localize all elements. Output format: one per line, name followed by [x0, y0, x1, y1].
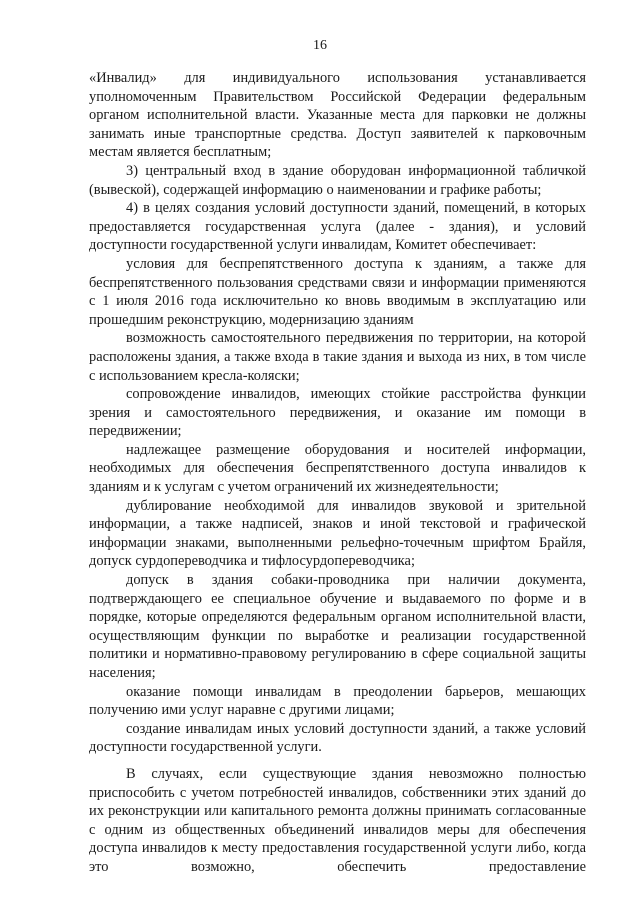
paragraph-guide-dog: допуск в здания собаки-проводника при наличии документа, подтверждающего ее специальное обучение и выдаваемого по форме и в порядке, которые определяются федеральным органом исполнительной власти, осуществляющим функции по выработке и реализации государственной политики и нормативно-правовому регулированию в сфере социальной защиты населения;	[89, 572, 586, 681]
paragraph-existing-buildings: В случаях, если существующие здания невозможно полностью приспособить с учетом потребностей инвалидов, собственники этих зданий до их реконструкции или капитального ремонта должны принимать согласованные с одним из общественных объединений инвалидов меры для обеспечения доступа инвалидов к месту предоставления государственной услуги либо, когда это возможно, обеспечить предоставление	[89, 765, 586, 875]
paragraph-barrier-help: оказание помощи инвалидам в преодолении барьеров, мешающих получению ими услуг наравне с другими лицами;	[89, 683, 586, 719]
paragraph-parking-continuation: «Инвалид» для индивидуального использования устанавливается уполномоченным Правительством Российской Федерации федеральным органом исполнительной власти. Указанные места для парковки не должны занимать иные транспортные средства. Доступ заявителей к парковочным местам является бесплатным;	[89, 70, 586, 161]
paragraph-escort: сопровождение инвалидов, имеющих стойкие расстройства функции зрения и самостоятельного передвижения, и оказание им помощи в передвижении;	[89, 386, 586, 440]
paragraph-independent-movement: возможность самостоятельного передвижения по территории, на которой расположены здания, а также входа в такие здания и выхода из них, в том числе с использованием кресла-коляски;	[89, 330, 586, 384]
page-number: 16	[313, 38, 327, 53]
paragraph-item-4-accessibility: 4) в целях создания условий доступности зданий, помещений, в которых предоставляется государственная услуга (далее - здания), и условий доступности государственной услуги инвалидам, Комитет обеспечивает:	[89, 200, 586, 254]
paragraph-other-conditions: создание инвалидам иных условий доступности зданий, а также условий доступности государственной услуги.	[89, 720, 586, 756]
paragraph-braille-duplication: дублирование необходимой для инвалидов звуковой и зрительной информации, а также надписей, знаков и иной текстовой и графической информации знаками, выполненными рельефно-точечным шрифтом Брайля, допуск сурдопереводчика и тифлосурдопереводчика;	[89, 497, 586, 570]
document-text	[89, 69, 586, 877]
paragraph-equipment-placement: надлежащее размещение оборудования и носителей информации, необходимых для обеспечения беспрепятственного доступа инвалидов к зданиям и к услугам с учетом ограничений их жизнедеятельности;	[89, 441, 586, 496]
paragraph-unobstructed-access: условия для беспрепятственного доступа к зданиям, а также для беспрепятственного пользования средствами связи и информации применяются с 1 июля 2016 года исключительно ко вновь вводимым в эксплуатацию или прошедшим реконструкцию, модернизацию зданиям	[89, 255, 586, 328]
paragraph-item-3-entrance-sign: 3) центральный вход в здание оборудован информационной табличкой (вывеской), содержащей информацию о наименовании и графике работы;	[89, 162, 586, 198]
